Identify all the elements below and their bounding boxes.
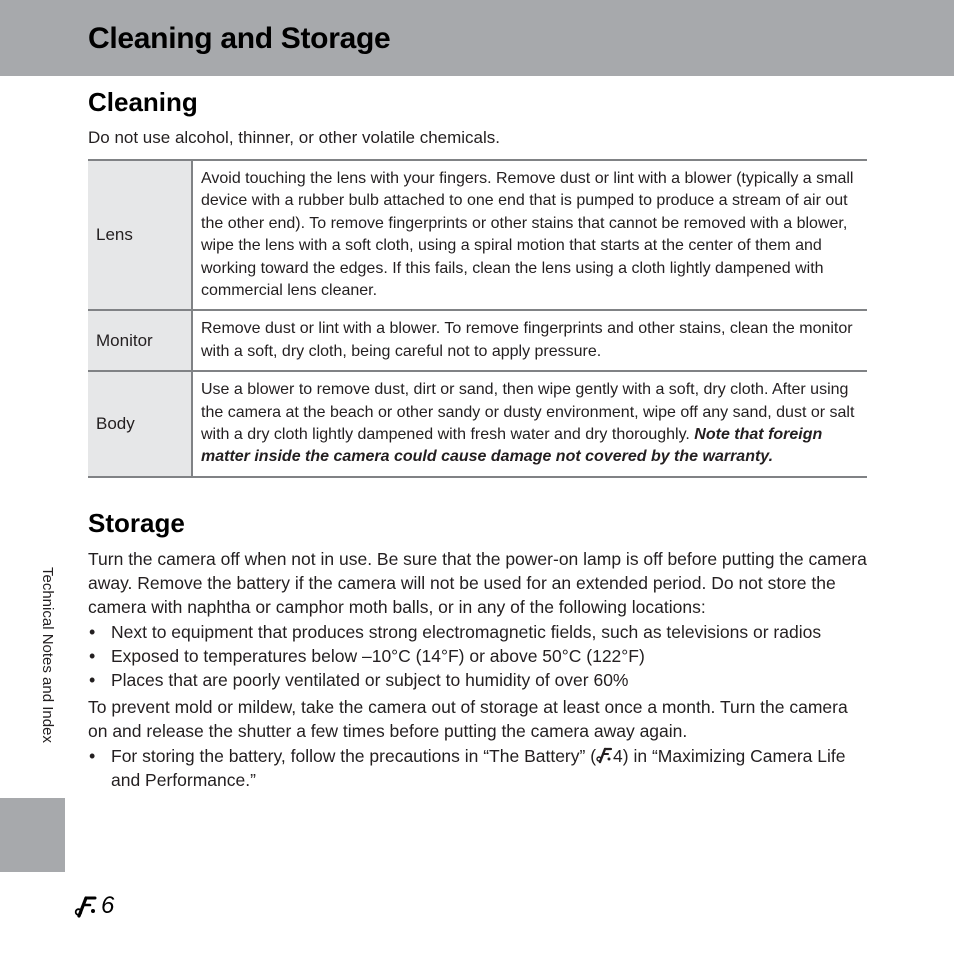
warranty-warning: Note that foreign matter inside the camera could cause damage not covered by the warranty. xyxy=(201,426,823,466)
table-row-lens xyxy=(88,160,867,310)
battery-note-list xyxy=(88,744,868,792)
battery-note-text: For storing the battery, follow the precautions in “The Battery” ( xyxy=(111,745,597,766)
row-text-body xyxy=(192,371,867,477)
table-row-monitor xyxy=(88,310,867,371)
cleaning-heading: Cleaning xyxy=(88,87,198,117)
list-item-battery-note xyxy=(88,744,868,792)
list-item: • Places that are poorly ventilated or subject to humidity of over 60% xyxy=(88,668,868,692)
technical-notes-icon xyxy=(74,893,100,919)
storage-paragraph-1: Turn the camera off when not in use. Be sure that the power-on lamp is off before putting the camera away. Remove the battery if the camera will not be used for an extended period. Do not store the camera with naphtha or camphor moth balls, or in any of the following locations: xyxy=(88,549,867,618)
sidebar-section-label: Technical Notes and Index xyxy=(39,567,56,743)
row-text-monitor: Remove dust or lint with a blower. To remove fingerprints and other stains, clean the monitor with a soft, dry cloth, being careful not to apply pressure. xyxy=(192,310,867,371)
page-number-value: 6 xyxy=(101,892,115,919)
storage-body xyxy=(88,547,868,795)
storage-heading: Storage xyxy=(88,508,185,538)
battery-note-text-end: ) in “Maximizing Camera Life and Performance.” xyxy=(111,745,846,790)
storage-location-list xyxy=(88,620,868,693)
row-label-monitor: Monitor xyxy=(88,310,192,371)
cleaning-intro: Do not use alcohol, thinner, or other volatile chemicals. xyxy=(88,128,501,147)
sidebar-tab-marker xyxy=(0,798,65,872)
cleaning-table xyxy=(88,159,867,478)
battery-note-page-ref: 4 xyxy=(613,745,623,766)
row-text-lens: Avoid touching the lens with your fingers. Remove dust or lint with a blower (typically a small device with a rubber bulb attached to one end that is pumped to produce a stream of air out the other end). To remove fingerprints or other stains that cannot be removed with a blower, wipe the lens with a soft cloth, using a spiral motion that starts at the center of them and working toward the edges. If this fails, clean the lens using a cloth lightly dampened with commercial lens cleaner. xyxy=(192,160,867,310)
list-item: • Exposed to temperatures below –10°C (14°F) or above 50°C (122°F) xyxy=(88,644,868,668)
technical-notes-ref-icon xyxy=(596,746,613,764)
page-number xyxy=(74,892,114,920)
list-item: • Next to equipment that produces strong electromagnetic fields, such as televisions or radios xyxy=(88,620,868,644)
row-label-lens: Lens xyxy=(88,160,192,310)
page-title: Cleaning and Storage xyxy=(88,22,391,55)
table-row-body xyxy=(88,371,867,477)
storage-paragraph-2: To prevent mold or mildew, take the camera out of storage at least once a month. Turn the camera on and release the shutter a few times before putting the camera away again. xyxy=(88,697,848,742)
body-care-text: Use a blower to remove dust, dirt or sand, then wipe gently with a soft, dry cloth. After using the camera at the beach or other sandy or dusty environment, wipe off any sand, dust or salt with a dry cloth lightly dampened with fresh water and dry thoroughly. xyxy=(201,381,855,444)
row-label-body: Body xyxy=(88,371,192,477)
